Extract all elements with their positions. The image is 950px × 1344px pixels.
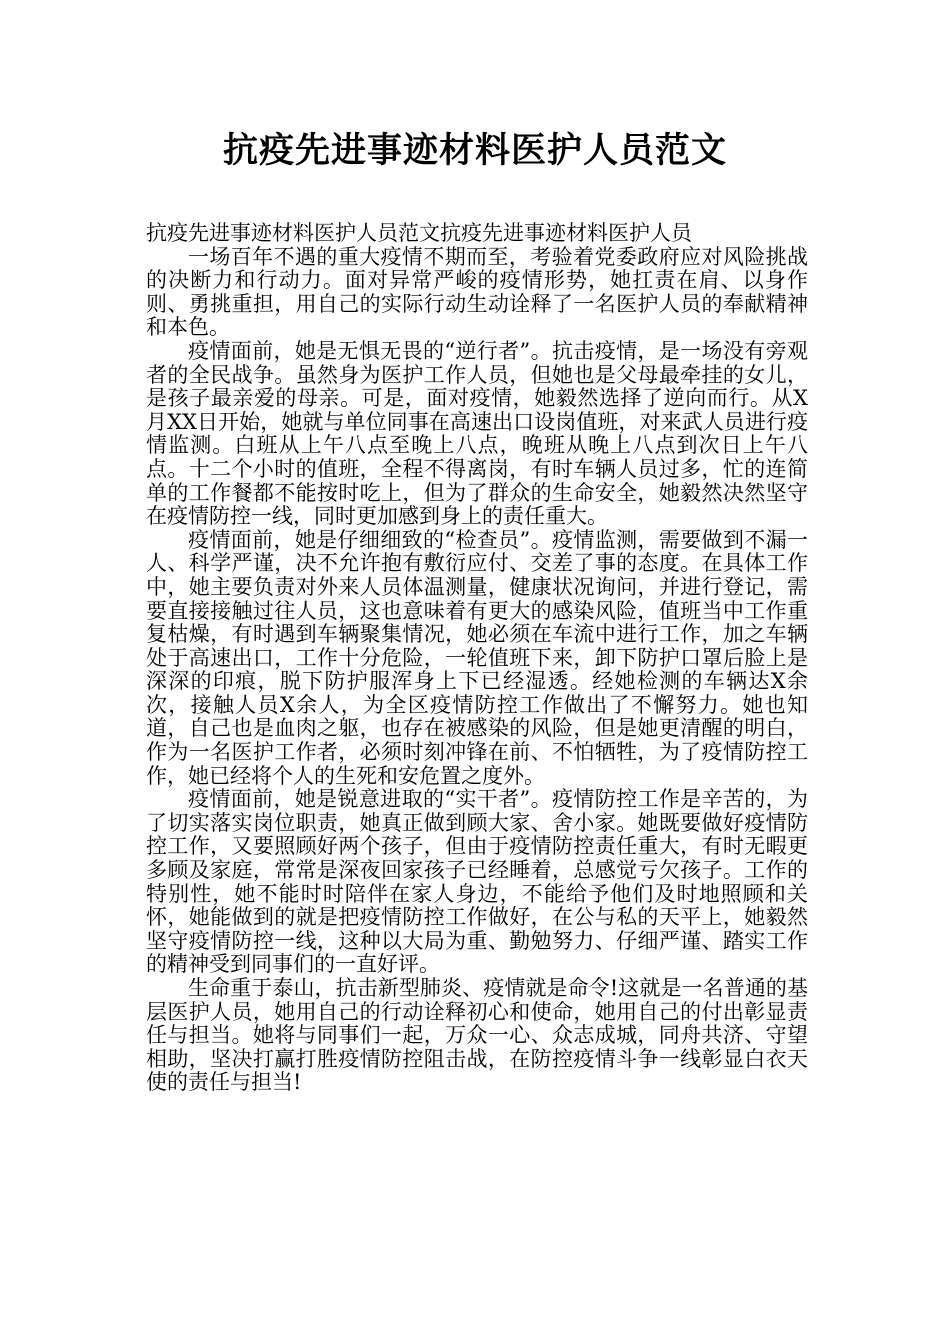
body-paragraph-inspector: 疫情面前，她是仔细细致的“检查员”。疫情监测，需要做到不漏一人、科学严谨，决不允许抱有敷衍应付、交差了事的态度。在具体工作中，她主要负责对外来人员体温测量，健康状况询问，并进行登记，需要直接接触过往人员，这也意味着有更大的感染风险，值班当中工作重复枯燥，有时遇到车辆聚集情况，她必须在车流中进行工作，加之车辆处于高速出口，工作十分危险，一轮值班下来，卸下防护口罩后脸上是深深的印痕，脱下防护服浑身上下已经湿透。经她检测的车辆达X余次，接触人员X余人，为全区疫情防控工作做出了不懈努力。她也知道，自己也是血肉之躯，也存在被感染的风险，但是她更清醒的明白，作为一名医护工作者，必须时刻冲锋在前、不怕牺牲，为了疫情防控工作，她已经将个人的生死和安危置之度外。 — [146, 527, 808, 788]
body-paragraph-retrograde: 疫情面前，她是无惧无畏的“逆行者”。抗击疫情，是一场没有旁观者的全民战争。虽然身为医护工作人员，但她也是父母最牵挂的女儿，是孩子最亲爱的母亲。可是，面对疫情，她毅然选择了逆向而行。从X月XX日开始，她就与单位同事在高速出口设岗值班，对来武人员进行疫情监测。白班从上午八点至晚上八点，晚班从晚上八点到次日上午八点。十二个小时的值班，全程不得离岗，有时车辆人员过多，忙的连简单的工作餐都不能按时吃上，但为了群众的生命安全，她毅然决然坚守在疫情防控一线，同时更加感到身上的责任重大。 — [146, 338, 808, 529]
document-title: 抗疫先进事迹材料医护人员范文 — [222, 131, 727, 171]
body-paragraph-doer: 疫情面前，她是锐意进取的“实干者”。疫情防控工作是辛苦的，为了切实落实岗位职责，她真正做到顾大家、舍小家。她既要做好疫情防控工作，又要照顾好两个孩子，但由于疫情防控责任重大，有时无暇更多顾及家庭，常常是深夜回家孩子已经睡着，总感觉亏欠孩子。工作的特别性，她不能时时陪伴在家人身边，不能给予他们及时地照顾和关怀，她能做到的就是把疫情防控工作做好，在公与私的天平上，她毅然坚守疫情防控一线，这种以大局为重、勤勉努力、仔细严谨、踏实工作的精神受到同事们的一直好评。 — [146, 787, 808, 977]
body-paragraph-conclusion: 生命重于泰山，抗击新型肺炎、疫情就是命令!这就是一名普通的基层医护人员，她用自己的行动诠释初心和使命，她用自己的付出彰显责任与担当。她将与同事们一起，万众一心、众志成城，同舟共济、守望相助，坚决打赢打胜疫情防控阻击战，在防控疫情斗争一线彰显白衣天使的责任与担当! — [146, 976, 808, 1095]
body-paragraph-intro: 一场百年不遇的重大疫情不期而至，考验着党委政府应对风险挑战的决断力和行动力。面对异常严峻的疫情形势，她扛责在肩、以身作则、勇挑重担，用自己的实际行动生动诠释了一名医护人员的奉献精神和本色。 — [146, 244, 808, 340]
lead-paragraph: 抗疫先进事迹材料医护人员范文抗疫先进事迹材料医护人员 — [146, 221, 692, 245]
document-body — [146, 222, 808, 1095]
